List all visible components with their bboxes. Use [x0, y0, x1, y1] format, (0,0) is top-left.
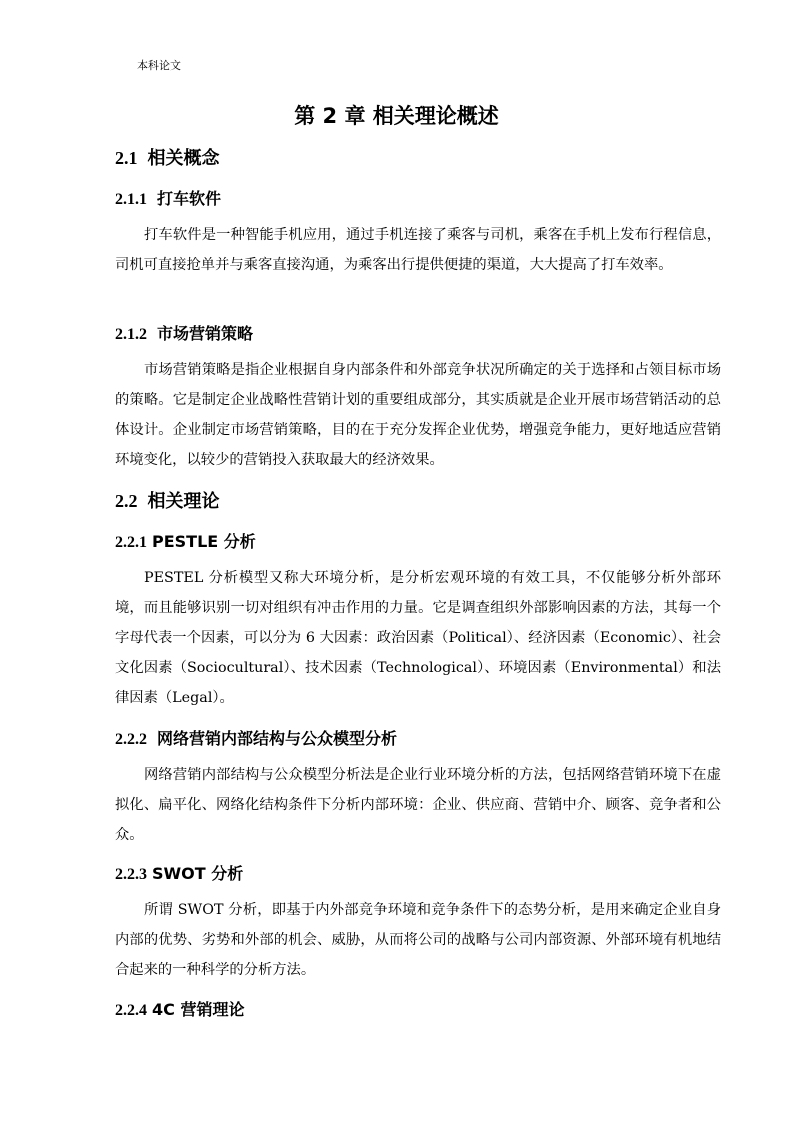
section-title: 网络营销内部结构与公众模型分析 — [157, 729, 398, 748]
section-number: 2.2.2 — [115, 731, 147, 748]
heading-2-2-4 — [115, 999, 721, 1022]
section-title: 打车软件 — [157, 189, 222, 208]
section-number: 2.2 — [115, 491, 138, 511]
chapter-title: 第 2 章 相关理论概述 — [294, 104, 499, 128]
heading-2-1-2 — [115, 323, 721, 346]
section-title: PESTLE 分析 — [152, 532, 256, 551]
section-number: 2.1 — [115, 148, 138, 168]
section-title: 相关理论 — [147, 491, 220, 512]
section-number: 2.2.4 — [115, 1002, 147, 1019]
heading-2-1-1 — [115, 188, 721, 211]
section-title: SWOT 分析 — [152, 864, 244, 883]
heading-2-2-3 — [115, 863, 721, 886]
section-title: 市场营销策略 — [157, 324, 254, 343]
paragraph-2-1-1: 打车软件是一种智能手机应用，通过手机连接了乘客与司机，乘客在手机上发布行程信息，司机可直接抢单并与乘客直接沟通，为乘客出行提供便捷的渠道，大大提高了打车效率。 — [115, 227, 721, 273]
paragraph-2-2-3: 所谓 SWOT 分析，即基于内外部竞争环境和竞争条件下的态势分析，是用来确定企业自身内部的优势、劣势和外部的机会、威胁，从而将公司的战略与公司内部资源、外部环境有机地结合起来的一种科学的分析方法。 — [115, 902, 721, 978]
heading-2-2-1 — [115, 531, 721, 554]
paragraph-2-1-2: 市场营销策略是指企业根据自身内部条件和外部竞争状况所确定的关于选择和占领目标市场的策略。它是制定企业战略性营销计划的重要组成部分，其实质就是企业开展市场营销活动的总体设计。企业制定市场营销策略，目的在于充分发挥企业优势，增强竞争能力，更好地适应营销环境变化，以较少的营销投入获取最大的经济效果。 — [115, 362, 721, 468]
heading-2-1 — [115, 146, 721, 171]
section-number: 2.1.1 — [115, 191, 147, 208]
section-title: 相关概念 — [147, 148, 220, 169]
page-header: 本科论文 — [137, 59, 181, 72]
section-number: 2.1.2 — [115, 326, 147, 343]
paragraph-2-2-1: PESTEL 分析模型又称大环境分析，是分析宏观环境的有效工具，不仅能够分析外部环境，而且能够识别一切对组织有冲击作用的力量。它是调查组织外部影响因素的方法，其每一个字母代表一个因素，可以分为 6 大因素：政治因素（Political）、经济因素（Economic）、社会文化因素（Sociocultural）、技术因素（Technological）、环境因素（Environmental）和法律因素（Legal）。 — [115, 570, 721, 706]
section-number: 2.2.1 — [115, 534, 147, 551]
section-title: 4C 营销理论 — [152, 1000, 245, 1019]
section-number: 2.2.3 — [115, 866, 147, 883]
paragraph-2-2-2: 网络营销内部结构与公众模型分析法是企业行业环境分析的方法，包括网络营销环境下在虚拟化、扁平化、网络化结构条件下分析内部环境：企业、供应商、营销中介、顾客、竞争者和公众。 — [115, 767, 721, 843]
heading-2-2-2 — [115, 728, 721, 751]
heading-2-2 — [115, 489, 721, 514]
